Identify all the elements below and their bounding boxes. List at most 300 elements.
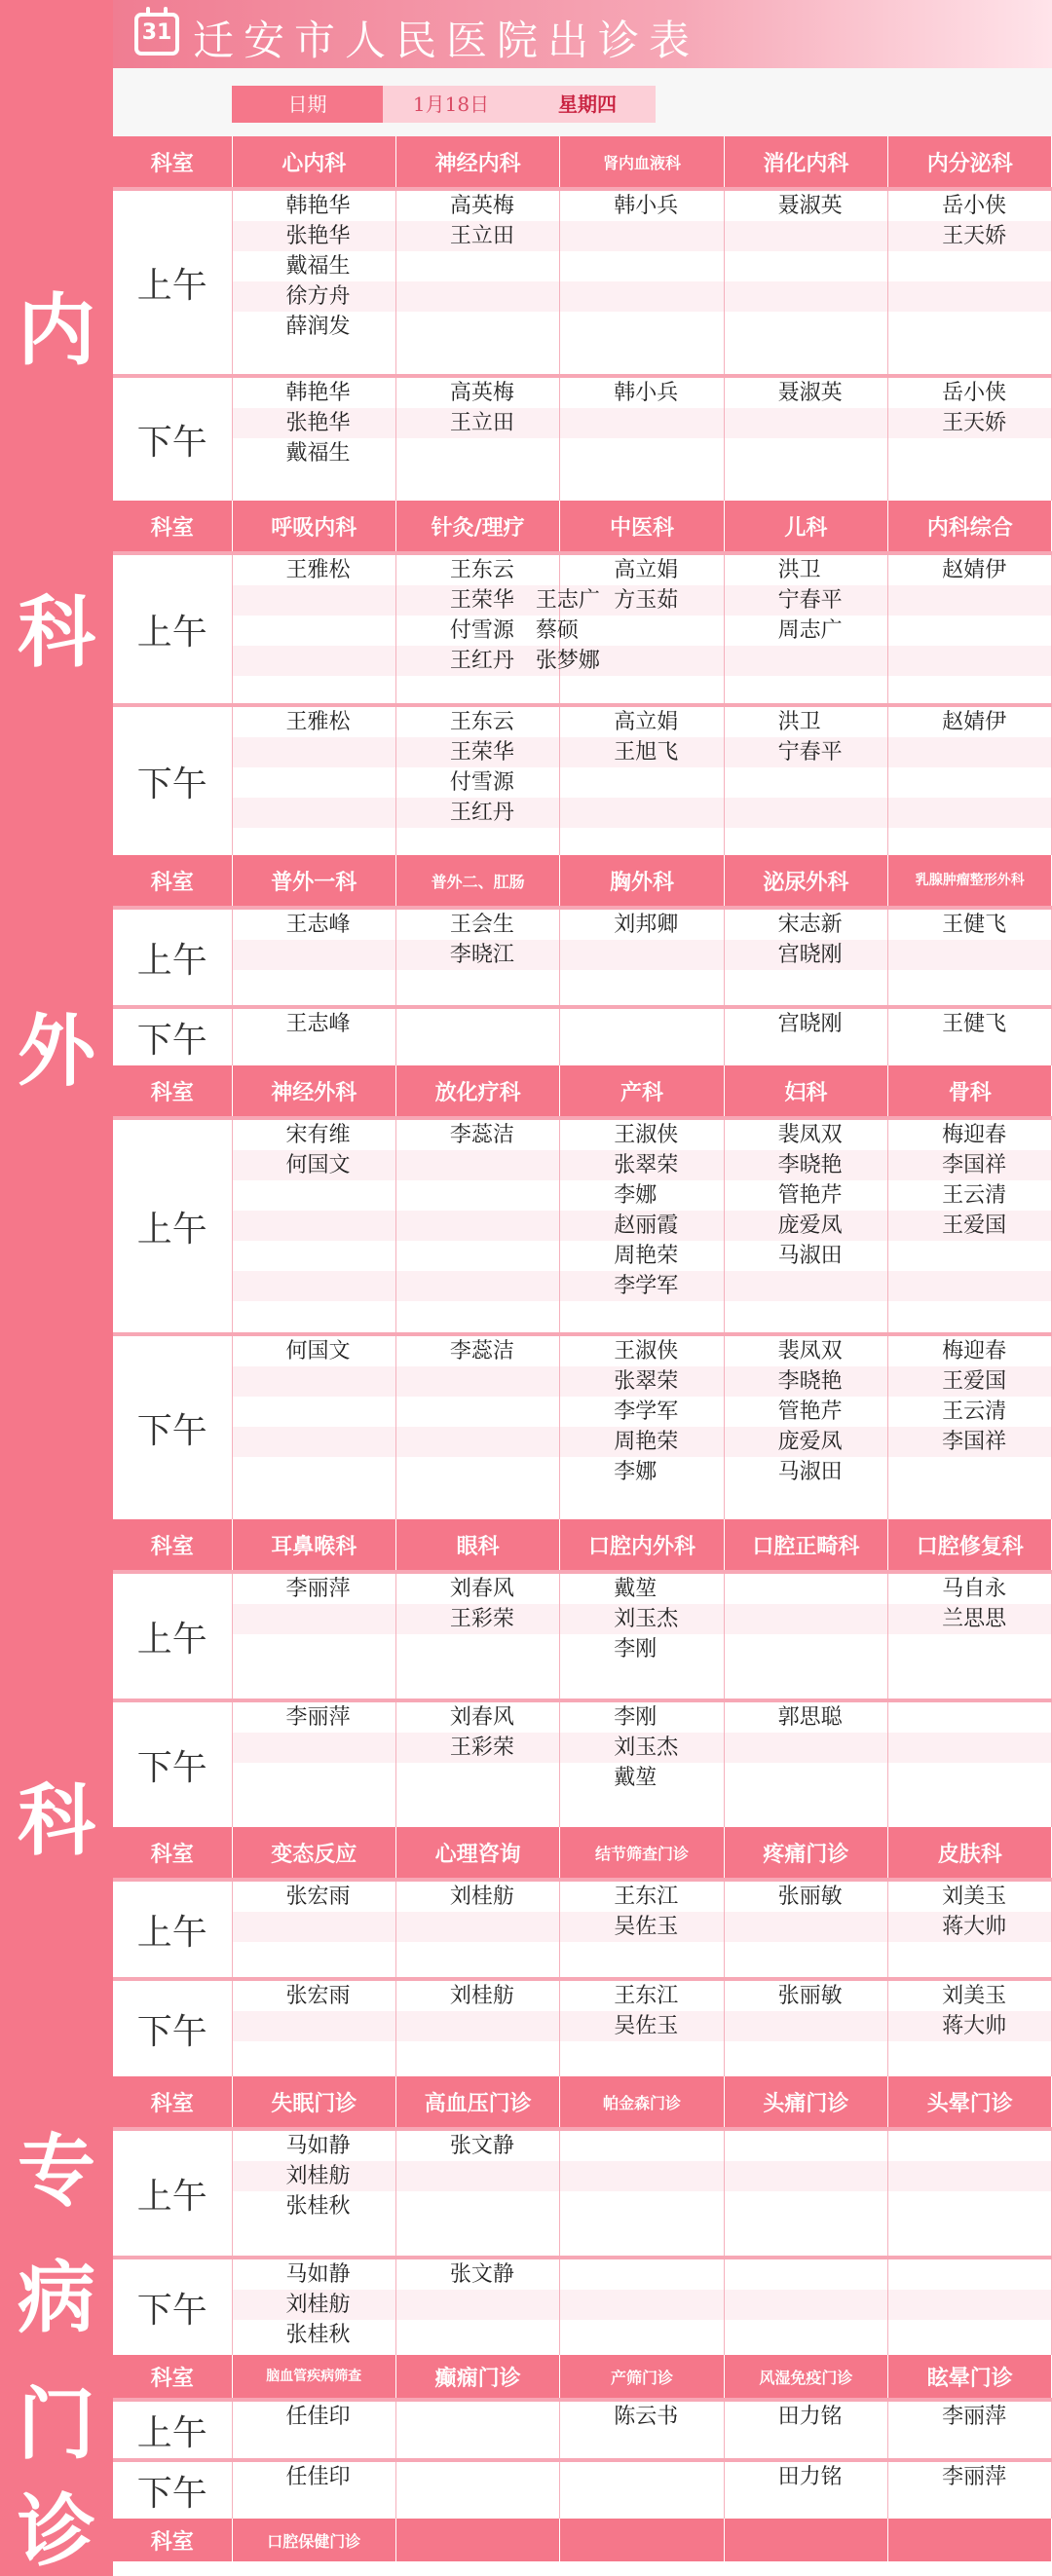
doctor-cell xyxy=(560,2462,724,2519)
dept-header: 中医科 xyxy=(560,501,724,551)
doctor-line xyxy=(888,555,1051,585)
doctor-line xyxy=(725,940,887,970)
doctor-line xyxy=(233,2259,395,2290)
doctor-line xyxy=(888,1427,1051,1457)
doctor-line xyxy=(888,1211,1051,1241)
doctor-name: 张文静 xyxy=(449,2262,514,2287)
doctor-name: 周艳荣 xyxy=(614,1430,679,1454)
doctor-line xyxy=(560,1457,723,1487)
empty-line xyxy=(396,281,559,312)
doctor-name: 李丽萍 xyxy=(942,2405,1007,2429)
period-label: 上午 xyxy=(113,555,232,703)
empty-line xyxy=(888,2320,1051,2350)
doctor-cell xyxy=(560,1981,724,2076)
doctor-cell xyxy=(395,2402,559,2458)
doctor-line xyxy=(888,1009,1051,1039)
doctor-name: 庞爱凤 xyxy=(777,1430,843,1454)
sidebar-category-char: 专 xyxy=(18,2126,95,2217)
doctor-name: 王雅松 xyxy=(285,710,351,734)
doctor-line xyxy=(396,2131,559,2161)
empty-line xyxy=(233,1180,395,1211)
doctor-cell xyxy=(724,707,887,855)
empty-line xyxy=(233,1427,395,1457)
doctor-line xyxy=(888,1981,1051,2011)
doctor-line xyxy=(888,1912,1051,1942)
doctor-name: 梅迎春 xyxy=(942,1339,1007,1363)
doctor-name: 王云清 xyxy=(942,1400,1007,1424)
period-label: 上午 xyxy=(113,2402,232,2458)
doctor-line xyxy=(233,191,395,221)
dept-header: 放化疗科 xyxy=(395,1065,559,1116)
doctor-line xyxy=(396,707,559,737)
doctor-line xyxy=(233,2191,395,2221)
dept-header: 儿科 xyxy=(724,501,887,551)
doctor-line xyxy=(560,1981,723,2011)
doctor-cell xyxy=(560,1336,724,1519)
empty-line xyxy=(888,2131,1051,2161)
empty-line xyxy=(888,585,1051,616)
dept-header: 口腔正畸科 xyxy=(724,1519,887,1570)
doctor-name: 李蕊洁 xyxy=(449,1123,514,1147)
doctor-cell xyxy=(724,1882,887,1977)
empty-line xyxy=(725,2290,887,2320)
empty-line xyxy=(233,616,395,646)
doctor-line xyxy=(396,616,579,646)
doctor-cell xyxy=(395,555,600,703)
empty-line xyxy=(725,798,887,828)
doctor-cell xyxy=(232,1702,395,1827)
doctor-line xyxy=(888,1150,1051,1180)
doctor-line xyxy=(560,1702,723,1733)
doctor-name: 王天娇 xyxy=(942,411,1007,435)
dept-header: 眩晕门诊 xyxy=(888,2355,1052,2398)
doctor-cell xyxy=(560,191,724,374)
empty-line xyxy=(233,646,395,676)
doctor-name: 王立田 xyxy=(449,224,514,248)
dept-header: 神经外科 xyxy=(232,1065,395,1116)
doctor-line xyxy=(396,378,559,408)
doctor-cell xyxy=(888,707,1052,855)
sidebar-category-char: 科 xyxy=(18,1775,95,1866)
doctor-line xyxy=(725,1120,887,1150)
schedule-table xyxy=(113,136,1052,2561)
period-label: 下午 xyxy=(113,378,232,501)
doctor-name: 王淑侠 xyxy=(614,1339,679,1363)
doctor-cell xyxy=(724,1336,887,1519)
doctor-name: 裴凤双 xyxy=(777,1123,843,1147)
doctor-line xyxy=(725,585,887,616)
doctor-line xyxy=(888,1120,1051,1150)
doctor-cell xyxy=(888,1702,1052,1827)
empty-line xyxy=(396,1912,559,1942)
date-value: 1月18日 xyxy=(383,86,519,123)
empty-line xyxy=(396,2011,559,2041)
doctor-line xyxy=(560,910,723,940)
doctor-line xyxy=(233,221,395,251)
doctor-cell xyxy=(232,191,395,374)
dept-header: 结节筛查门诊 xyxy=(560,1827,724,1878)
dept-header xyxy=(560,2519,724,2561)
dept-header: 疼痛门诊 xyxy=(724,1827,887,1878)
doctor-line xyxy=(233,2290,395,2320)
doctor-cell xyxy=(888,1009,1052,1065)
doctor-name: 王东江 xyxy=(614,1984,679,2008)
doctor-name: 韩小兵 xyxy=(614,381,679,405)
doctor-name: 洪卫 xyxy=(777,710,821,734)
doctor-cell xyxy=(232,1882,395,1977)
empty-line xyxy=(560,281,723,312)
doctor-cell xyxy=(724,2131,887,2256)
doctor-name: 管艳芹 xyxy=(777,1400,843,1424)
doctor-cell xyxy=(395,1882,559,1977)
doctor-name: 王健飞 xyxy=(942,1012,1007,1036)
dept-column-label: 科室 xyxy=(113,1065,232,1116)
doctor-name: 韩小兵 xyxy=(614,194,679,218)
doctor-line xyxy=(233,251,395,281)
doctor-name: 宫晓刚 xyxy=(777,1012,843,1036)
doctor-name: 李娜 xyxy=(614,1460,658,1484)
doctor-cell xyxy=(888,2402,1052,2458)
page-header xyxy=(113,0,1052,68)
dept-header: 耳鼻喉科 xyxy=(232,1519,395,1570)
doctor-name: 马如静 xyxy=(285,2134,351,2158)
dept-header: 泌尿外科 xyxy=(724,855,887,906)
doctor-line xyxy=(233,312,395,342)
sidebar-category-char: 内 xyxy=(18,285,95,376)
doctor-line xyxy=(560,707,723,737)
dept-header: 针灸/理疗 xyxy=(395,501,559,551)
doctor-line xyxy=(396,1604,559,1634)
doctor-name: 马淑田 xyxy=(777,1244,843,1268)
doctor-cell xyxy=(395,2462,559,2519)
doctor-name: 高英梅 xyxy=(449,194,514,218)
doctor-name: 刘春风 xyxy=(449,1577,514,1601)
doctor-cell xyxy=(560,1702,724,1827)
doctor-name: 任佳印 xyxy=(285,2405,351,2429)
doctor-cell xyxy=(395,1120,559,1332)
doctor-name: 王志峰 xyxy=(285,913,351,937)
doctor-name: 刘玉杰 xyxy=(614,1736,679,1760)
doctor-line xyxy=(725,378,887,408)
dept-column-label: 科室 xyxy=(113,855,232,906)
empty-line xyxy=(560,2462,723,2492)
doctor-line xyxy=(233,378,395,408)
empty-line xyxy=(233,585,395,616)
sidebar-category-char: 科 xyxy=(18,587,95,678)
doctor-name: 田力铭 xyxy=(777,2465,843,2489)
empty-line xyxy=(396,1427,559,1457)
doctor-line xyxy=(560,1397,723,1427)
empty-line xyxy=(396,1457,559,1487)
period-label: 下午 xyxy=(113,2259,232,2355)
doctor-cell xyxy=(560,1574,724,1699)
empty-line xyxy=(396,1211,559,1241)
empty-line xyxy=(560,221,723,251)
doctor-name: 王彩荣 xyxy=(449,1736,514,1760)
doctor-cell xyxy=(724,191,887,374)
doctor-line xyxy=(233,2462,395,2492)
doctor-line xyxy=(888,910,1051,940)
doctor-cell xyxy=(888,191,1052,374)
doctor-name: 王旭飞 xyxy=(614,740,679,765)
empty-line xyxy=(560,2290,723,2320)
doctor-cell xyxy=(232,1336,395,1519)
empty-line xyxy=(233,2011,395,2041)
doctor-line xyxy=(233,1009,395,1039)
doctor-cell xyxy=(888,1981,1052,2076)
doctor-name: 戴堃 xyxy=(614,1766,658,1790)
empty-line xyxy=(725,408,887,438)
doctor-name: 赵丽霞 xyxy=(614,1213,679,1238)
doctor-name: 张文静 xyxy=(449,2134,514,2158)
empty-line xyxy=(396,1366,559,1397)
doctor-line xyxy=(233,438,395,468)
empty-line xyxy=(233,737,395,767)
period-label: 上午 xyxy=(113,191,232,374)
doctor-line xyxy=(396,1574,559,1604)
doctor-cell xyxy=(560,1120,724,1332)
empty-line xyxy=(233,1271,395,1301)
empty-line xyxy=(233,1763,395,1793)
dept-column-label: 科室 xyxy=(113,501,232,551)
dept-header: 口腔修复科 xyxy=(888,1519,1052,1570)
doctor-cell xyxy=(724,1574,887,1699)
doctor-cell xyxy=(724,1009,887,1065)
doctor-line xyxy=(560,737,723,767)
dept-header: 帕金森门诊 xyxy=(560,2076,724,2127)
doctor-line xyxy=(396,1882,559,1912)
doctor-line xyxy=(725,707,887,737)
doctor-line xyxy=(888,707,1051,737)
doctor-cell xyxy=(232,1981,395,2076)
doctor-name: 李丽萍 xyxy=(942,2465,1007,2489)
empty-line xyxy=(233,1604,395,1634)
doctor-name: 李国祥 xyxy=(942,1430,1007,1454)
doctor-name: 马淑田 xyxy=(777,1460,843,1484)
doctor-cell xyxy=(395,1336,559,1519)
doctor-name: 李刚 xyxy=(614,1637,658,1661)
doctor-line xyxy=(396,1733,559,1763)
dept-header: 脑血管疾病筛查 xyxy=(232,2355,395,2398)
doctor-cell xyxy=(724,378,887,501)
doctor-name: 刘桂舫 xyxy=(285,2164,351,2188)
doctor-line xyxy=(396,1120,559,1150)
doctor-name: 蒋大帅 xyxy=(942,2014,1007,2038)
doctor-name: 张宏雨 xyxy=(285,1885,351,1909)
period-label: 下午 xyxy=(113,1009,232,1065)
doctor-name: 王云清 xyxy=(942,1183,1007,1208)
doctor-line xyxy=(560,1427,723,1457)
empty-line xyxy=(888,281,1051,312)
doctor-line xyxy=(396,646,600,676)
doctor-name: 周志广 xyxy=(777,618,843,643)
empty-line xyxy=(233,940,395,970)
doctor-name: 田力铭 xyxy=(777,2405,843,2429)
doctor-name: 刘美玉 xyxy=(942,1984,1007,2008)
doctor-name: 周艳荣 xyxy=(614,1244,679,1268)
empty-line xyxy=(396,1397,559,1427)
empty-line xyxy=(888,1271,1051,1301)
empty-line xyxy=(888,2290,1051,2320)
empty-line xyxy=(396,1634,559,1664)
doctor-line xyxy=(560,1604,723,1634)
dept-header: 皮肤科 xyxy=(888,1827,1052,1878)
doctor-name: 王东云 xyxy=(449,710,514,734)
empty-line xyxy=(888,1733,1051,1763)
empty-line xyxy=(725,2131,887,2161)
doctor-cell xyxy=(232,2259,395,2355)
empty-line xyxy=(888,1634,1051,1664)
doctor-line xyxy=(396,585,600,616)
doctor-name: 庞爱凤 xyxy=(777,1213,843,1238)
empty-line xyxy=(725,312,887,342)
empty-line xyxy=(888,940,1051,970)
dept-header: 骨科 xyxy=(888,1065,1052,1116)
empty-line xyxy=(233,1457,395,1487)
schedule-section xyxy=(113,1519,1052,1827)
sidebar-category-char: 诊 xyxy=(18,2486,95,2576)
dept-header: 眼科 xyxy=(395,1519,559,1570)
doctor-cell xyxy=(395,910,559,1005)
doctor-line xyxy=(560,1150,723,1180)
doctor-cell xyxy=(395,1009,559,1065)
doctor-cell xyxy=(232,1120,395,1332)
dept-header: 高血压门诊 xyxy=(395,2076,559,2127)
page-title: 迁安市人民医院出诊表 xyxy=(193,17,700,64)
doctor-cell xyxy=(232,555,395,703)
doctor-name: 洪卫 xyxy=(777,558,821,582)
doctor-name: 宁春平 xyxy=(777,588,843,613)
dept-header: 产筛门诊 xyxy=(560,2355,724,2398)
doctor-line xyxy=(560,1120,723,1150)
doctor-name: 吴佐玉 xyxy=(614,1915,679,1939)
doctor-line xyxy=(560,2402,723,2432)
doctor-cell xyxy=(232,1009,395,1065)
doctor-name: 李蕊洁 xyxy=(449,1339,514,1363)
doctor-line xyxy=(888,1397,1051,1427)
empty-line xyxy=(396,1271,559,1301)
doctor-line xyxy=(233,408,395,438)
doctor-name: 韩艳华 xyxy=(285,381,351,405)
doctor-line xyxy=(560,555,723,585)
doctor-line xyxy=(233,910,395,940)
doctor-name: 裴凤双 xyxy=(777,1339,843,1363)
doctor-name: 张翠荣 xyxy=(614,1369,679,1394)
doctor-cell xyxy=(560,555,724,703)
doctor-name: 张宏雨 xyxy=(285,1984,351,2008)
empty-line xyxy=(725,1604,887,1634)
doctor-name: 付雪源 蔡硕 xyxy=(449,618,579,643)
weekday-value: 星期四 xyxy=(519,86,656,123)
empty-line xyxy=(560,2320,723,2350)
doctor-name: 宋志新 xyxy=(777,913,843,937)
doctor-name: 付雪源 xyxy=(449,770,514,795)
doctor-name: 何国文 xyxy=(285,1153,351,1177)
doctor-cell xyxy=(888,1120,1052,1332)
doctor-line xyxy=(725,1702,887,1733)
dept-header: 内科综合 xyxy=(888,501,1052,551)
doctor-name: 刘桂舫 xyxy=(449,1984,514,2008)
empty-line xyxy=(888,2161,1051,2191)
empty-line xyxy=(560,1009,723,1039)
doctor-name: 李学军 xyxy=(614,1400,679,1424)
doctor-line xyxy=(233,1882,395,1912)
period-label: 上午 xyxy=(113,1574,232,1699)
doctor-name: 高英梅 xyxy=(449,381,514,405)
period-label: 下午 xyxy=(113,1336,232,1519)
empty-line xyxy=(725,2011,887,2041)
doctor-cell xyxy=(232,707,395,855)
doctor-name: 宋有维 xyxy=(285,1123,351,1147)
doctor-name: 王天娇 xyxy=(942,224,1007,248)
doctor-line xyxy=(233,1120,395,1150)
empty-line xyxy=(725,767,887,798)
schedule-section xyxy=(113,1065,1052,1519)
empty-line xyxy=(725,1912,887,1942)
doctor-line xyxy=(560,1882,723,1912)
dept-header: 心内科 xyxy=(232,136,395,187)
empty-line xyxy=(560,251,723,281)
dept-column-label: 科室 xyxy=(113,136,232,187)
doctor-name: 王红丹 张梦娜 xyxy=(449,649,600,673)
doctor-line xyxy=(725,1336,887,1366)
doctor-line xyxy=(233,2161,395,2191)
empty-line xyxy=(560,408,723,438)
doctor-cell xyxy=(232,910,395,1005)
empty-line xyxy=(725,1733,887,1763)
empty-line xyxy=(888,251,1051,281)
doctor-line xyxy=(725,1009,887,1039)
doctor-cell xyxy=(395,2259,559,2355)
doctor-name: 刘邦卿 xyxy=(614,913,679,937)
doctor-line xyxy=(888,2011,1051,2041)
doctor-line xyxy=(725,191,887,221)
doctor-name: 方玉茹 xyxy=(614,588,679,613)
empty-line xyxy=(560,2161,723,2191)
empty-line xyxy=(560,438,723,468)
doctor-name: 张艳华 xyxy=(285,224,351,248)
doctor-cell xyxy=(232,2131,395,2256)
doctor-name: 李晓江 xyxy=(449,943,514,967)
empty-line xyxy=(888,2259,1051,2290)
doctor-line xyxy=(560,1336,723,1366)
doctor-line xyxy=(233,555,395,585)
doctor-name: 岳小侠 xyxy=(942,381,1007,405)
empty-line xyxy=(725,2191,887,2221)
doctor-line xyxy=(233,1981,395,2011)
doctor-name: 李学军 xyxy=(614,1274,679,1298)
doctor-name: 王健飞 xyxy=(942,913,1007,937)
doctor-line xyxy=(725,1241,887,1271)
doctor-cell xyxy=(888,2131,1052,2256)
doctor-line xyxy=(396,737,559,767)
doctor-line xyxy=(560,378,723,408)
doctor-cell xyxy=(724,555,887,703)
dept-header xyxy=(888,2519,1052,2561)
dept-header: 妇科 xyxy=(724,1065,887,1116)
doctor-cell xyxy=(232,1574,395,1699)
doctor-cell xyxy=(560,2259,724,2355)
doctor-line xyxy=(725,1150,887,1180)
doctor-name: 梅迎春 xyxy=(942,1123,1007,1147)
doctor-cell xyxy=(560,378,724,501)
doctor-name: 陈云书 xyxy=(614,2405,679,2429)
empty-line xyxy=(233,1397,395,1427)
empty-line xyxy=(560,767,723,798)
doctor-name: 王红丹 xyxy=(449,801,514,825)
doctor-name: 刘玉杰 xyxy=(614,1607,679,1631)
date-bar xyxy=(113,68,1052,136)
